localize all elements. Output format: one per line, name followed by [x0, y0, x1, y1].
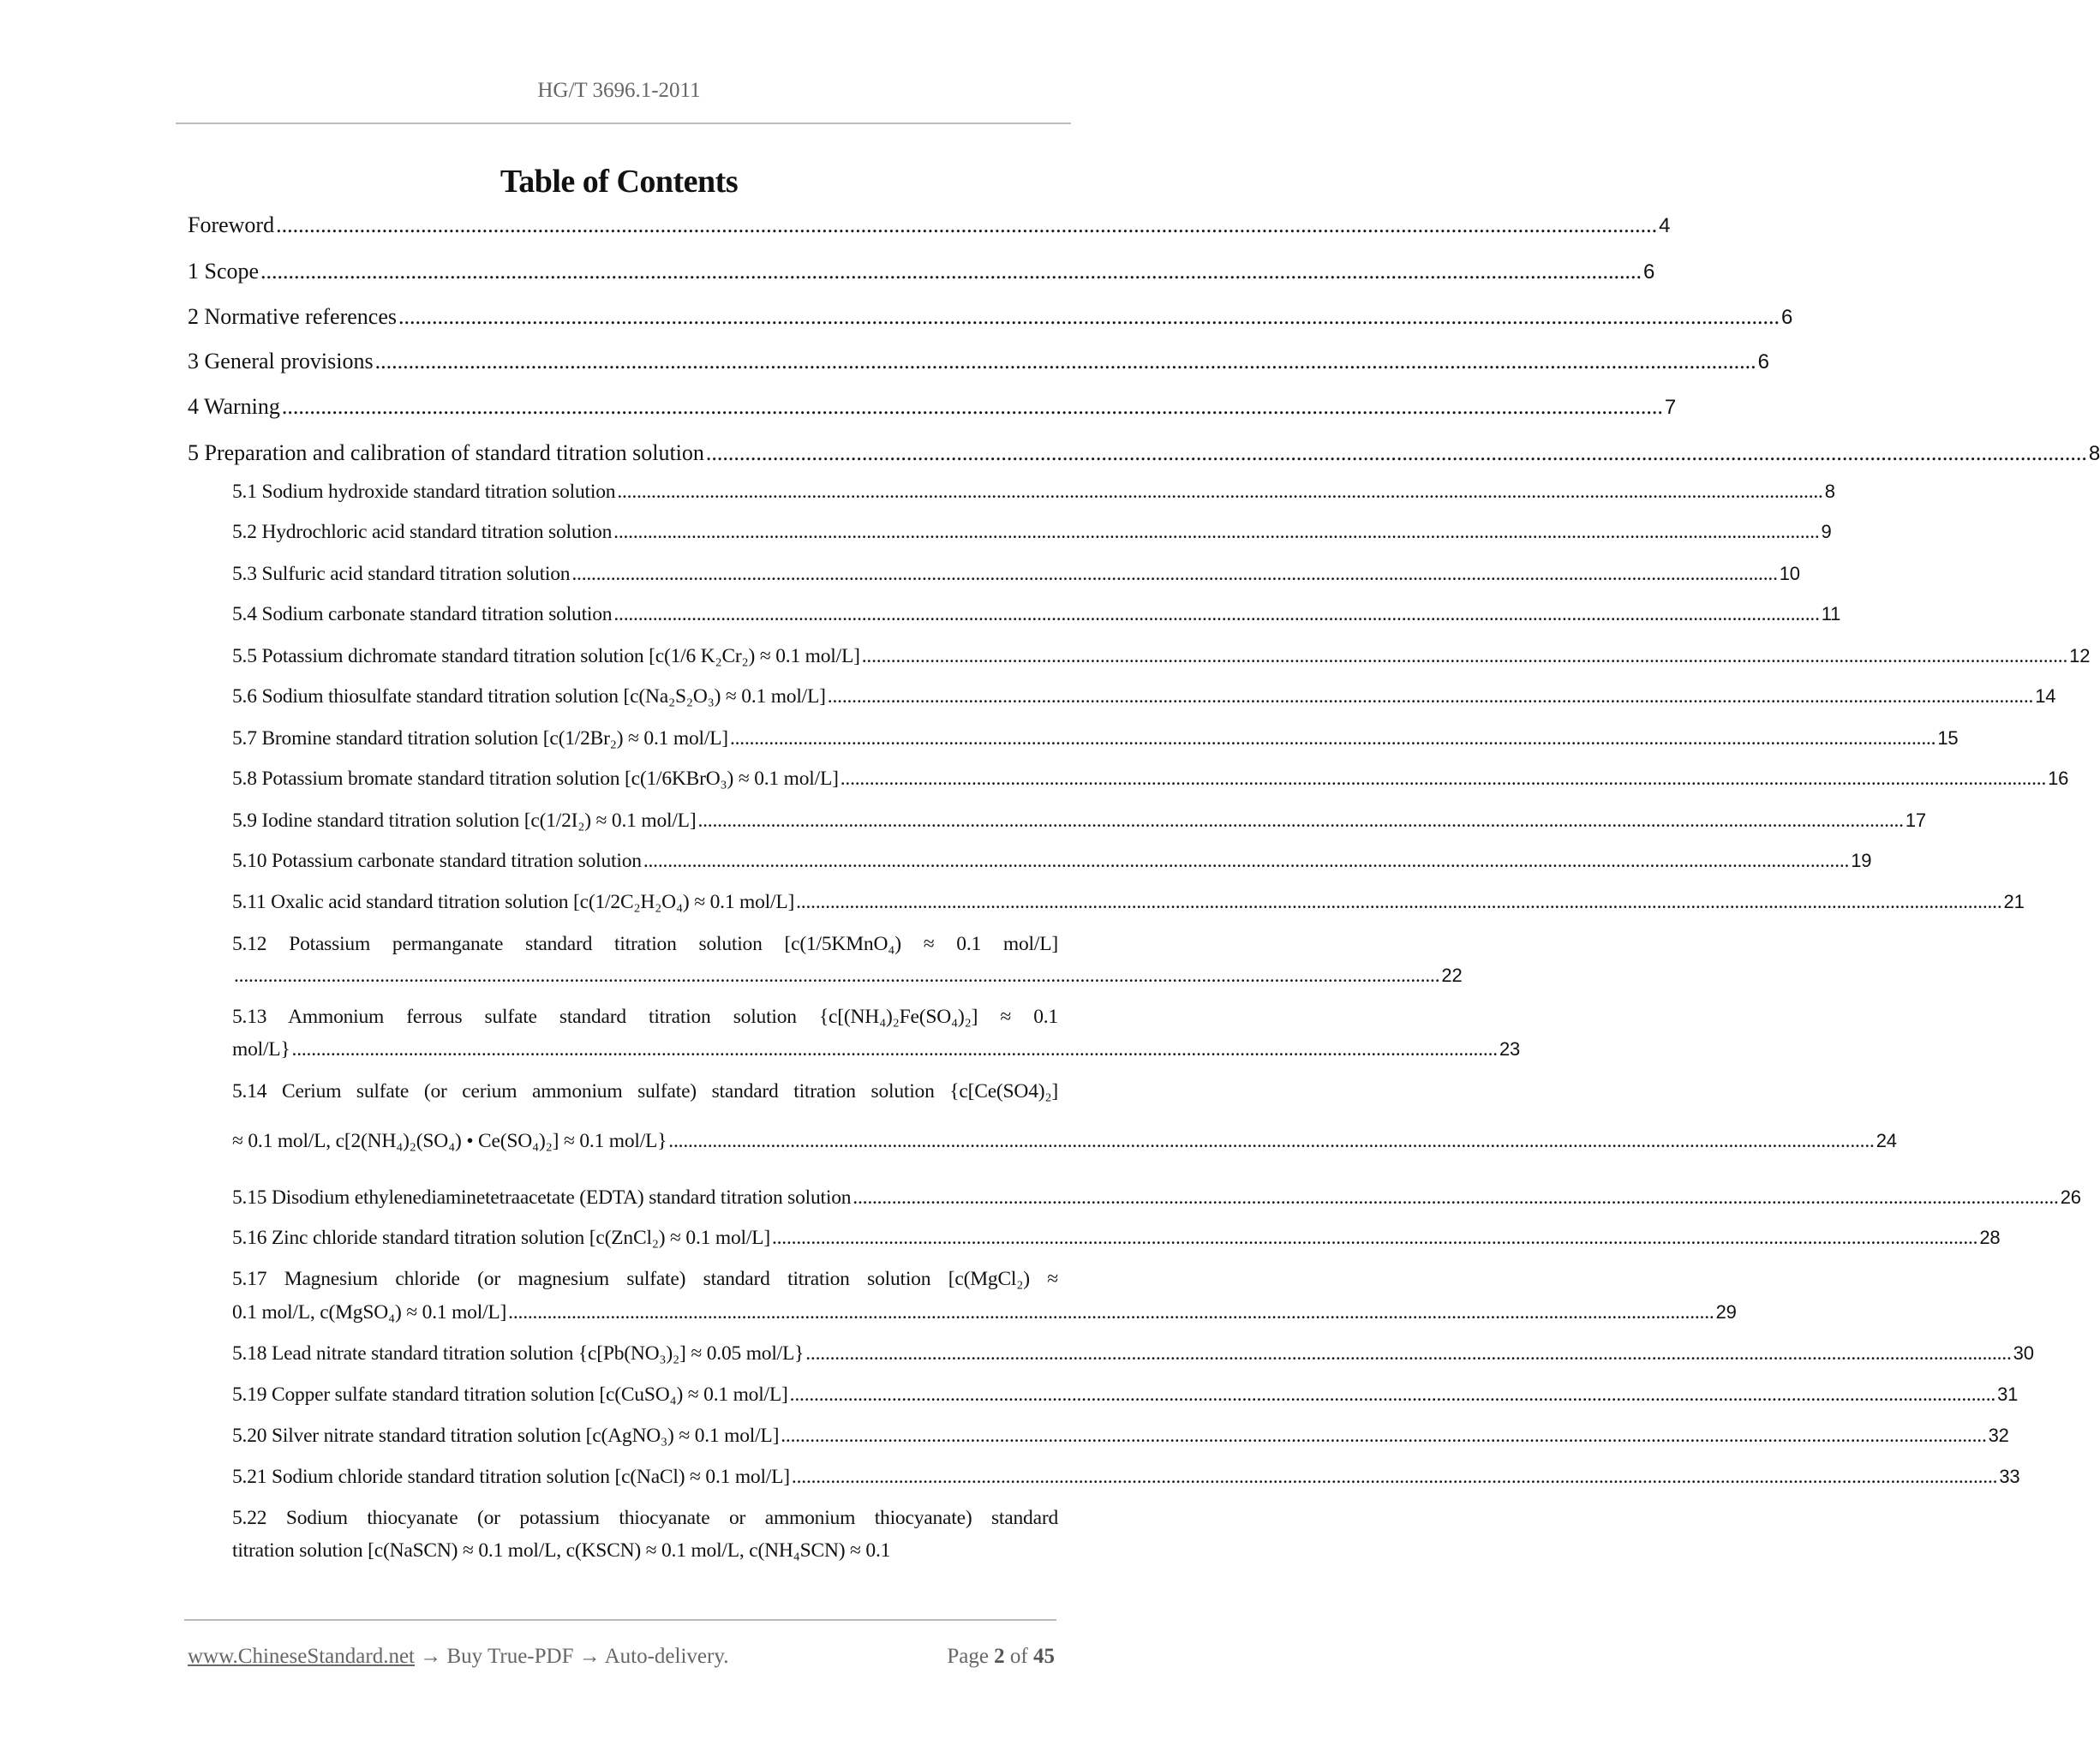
toc-entry-title: 5.13 Ammonium ferrous sulfate standard titration solution {c[(NH₄)₂Fe(SO₄)₂] ≈ 0.1 [232, 1006, 1058, 1028]
toc-entry-title: 3 General provisions [188, 349, 374, 374]
dot-leader [617, 481, 1822, 504]
dot-leader [276, 212, 1657, 238]
toc-page-number: 16 [2048, 768, 2069, 789]
dot-leader [613, 521, 1819, 544]
dot-leader [668, 1130, 1874, 1153]
toc-entry-title: Foreword [188, 212, 275, 237]
dot-leader [643, 850, 1849, 873]
toc-page-number: 28 [1979, 1227, 2001, 1248]
page-indicator: Page 2 of 45 [947, 1645, 1055, 1668]
dot-leader [772, 1227, 1977, 1250]
dot-leader [508, 1301, 1714, 1324]
toc-entry[interactable] [232, 1080, 1058, 1108]
toc-entry[interactable] [232, 1507, 1058, 1534]
toc-page-number: 9 [1821, 521, 1832, 542]
toc-page-number: 21 [2003, 891, 2025, 912]
toc-entry-title: 5.7 Bromine standard titration solution [c(1/2Br₂) ≈ 0.1 mol/L] [232, 727, 728, 750]
arrow-icon: → [578, 1645, 601, 1668]
delivery-text: Auto-delivery. [604, 1645, 729, 1668]
toc-entry[interactable] [232, 1186, 2081, 1214]
toc-entry-title: 5.8 Potassium bromate standard titration solution [c(1/6KBrO₃) ≈ 0.1 mol/L] [232, 768, 839, 790]
toc-page-number: 6 [1757, 350, 1769, 374]
dot-leader [706, 440, 2087, 466]
toc-entry[interactable] [188, 212, 1671, 242]
toc-page-number: 33 [1999, 1466, 2020, 1487]
toc-page-number: 11 [1821, 603, 1841, 625]
toc-entry-title: 5.21 Sodium chloride standard titration solution [c(NaCl) ≈ 0.1 mol/L] [232, 1466, 790, 1488]
toc-entry-title: 5.2 Hydrochloric acid standard titration solution [232, 521, 613, 543]
dot-leader [234, 965, 1439, 988]
toc-page-number: 24 [1876, 1130, 1897, 1151]
dot-leader [730, 727, 1935, 750]
toc-entry-title: 5.10 Potassium carbonate standard titration solution [232, 850, 642, 872]
toc-entry[interactable] [232, 603, 1841, 630]
dot-leader [292, 1038, 1498, 1061]
toc-entry[interactable] [232, 1301, 1737, 1329]
toc-page-number: 6 [1643, 260, 1655, 284]
toc-entry-title: 5.3 Sulfuric acid standard titration solution [232, 563, 571, 585]
toc-entry-title: 5.14 Cerium sulfate (or cerium ammonium sulfate) standard titration solution {c[Ce(SO4)₂] [232, 1080, 1058, 1103]
dot-leader [828, 685, 2033, 708]
toc-page-number: 10 [1779, 563, 1800, 584]
toc-entry-title: ≈ 0.1 mol/L, c[2(NH₄)₂(SO₄) • Ce(SO₄)₂] ≈ 0.1 mol/L} [232, 1130, 667, 1152]
toc-entry[interactable] [232, 1342, 2034, 1370]
dot-leader [790, 1383, 1995, 1407]
toc-entry[interactable] [232, 768, 2069, 795]
toc-page-number: 17 [1905, 810, 1926, 831]
toc-entry-title: 5.19 Copper sulfate standard titration solution [c(CuSO₄) ≈ 0.1 mol/L] [232, 1383, 788, 1406]
toc-entry-title: 2 Normative references [188, 304, 397, 329]
toc-entry[interactable] [232, 850, 1872, 877]
dot-leader [260, 259, 1642, 284]
toc-entry[interactable] [232, 563, 1800, 590]
toc-entry-title: 0.1 mol/L, c(MgSO₄) ≈ 0.1 mol/L] [232, 1301, 507, 1324]
toc-entry-title: 4 Warning [188, 394, 280, 419]
dot-leader [282, 394, 1663, 420]
total-pages: 45 [1033, 1645, 1055, 1668]
toc-page-number: 22 [1441, 965, 1463, 986]
toc-entry[interactable] [188, 259, 1655, 288]
dot-leader [841, 768, 2046, 791]
toc-page-number: 12 [2069, 645, 2091, 666]
dot-leader [697, 810, 1903, 833]
toc-entry[interactable] [232, 1539, 1058, 1567]
toc-entry[interactable] [188, 440, 2100, 469]
toc-entry[interactable] [232, 481, 1835, 508]
website-link[interactable]: www.ChineseStandard.net [188, 1645, 415, 1668]
toc-entry[interactable] [232, 1268, 1058, 1295]
toc-entry[interactable] [232, 965, 1463, 992]
toc-page-number: 32 [1988, 1425, 2009, 1446]
toc-entry[interactable] [232, 933, 1058, 960]
toc-entry-title: 5.16 Zinc chloride standard titration solution [c(ZnCl₂) ≈ 0.1 mol/L] [232, 1227, 770, 1249]
toc-entry-title: 5.4 Sodium carbonate standard titration solution [232, 603, 613, 625]
dot-leader [398, 304, 1780, 330]
dot-leader [613, 603, 1819, 626]
toc-entry[interactable] [188, 394, 1677, 423]
toc-entry[interactable] [232, 727, 1959, 755]
toc-entry-title: 5.5 Potassium dichromate standard titration solution [c(1/6 K₂Cr₂) ≈ 0.1 mol/L] [232, 645, 860, 667]
toc-entry-title: 5.22 Sodium thiocyanate (or potassium thiocyanate or ammonium thiocyanate) standard [232, 1507, 1058, 1529]
page-title: Table of Contents [500, 164, 739, 200]
dot-leader [792, 1466, 1997, 1489]
toc-entry-title: 5.20 Silver nitrate standard titration solution [c(AgNO₃) ≈ 0.1 mol/L] [232, 1425, 780, 1447]
dot-leader [853, 1186, 2058, 1210]
toc-entry[interactable] [188, 304, 1793, 333]
current-page: 2 [994, 1645, 1005, 1668]
dot-leader [571, 563, 1777, 586]
dot-leader [805, 1342, 2011, 1366]
toc-page-number: 19 [1851, 850, 1872, 871]
header-divider [176, 123, 1071, 124]
buy-text: Buy True-PDF [446, 1645, 574, 1668]
document-code-header: HG/T 3696.1-2011 [537, 79, 701, 102]
toc-page-number: 6 [1780, 306, 1793, 329]
toc-page-number: 14 [2035, 685, 2056, 707]
footer-divider [184, 1619, 1056, 1621]
toc-page-number: 29 [1715, 1301, 1737, 1323]
dot-leader [862, 645, 2067, 668]
toc-entry-title: 5.11 Oxalic acid standard titration solution [c(1/2C₂H₂O₄) ≈ 0.1 mol/L] [232, 891, 795, 913]
toc-entry-title: 5.6 Sodium thiosulfate standard titration solution [c(Na₂S₂O₃) ≈ 0.1 mol/L] [232, 685, 826, 708]
toc-page-number: 30 [2013, 1342, 2034, 1364]
toc-page-number: 4 [1659, 214, 1671, 237]
toc-entry-title: 5 Preparation and calibration of standard titration solution [188, 440, 704, 465]
toc-entry[interactable] [232, 1038, 1521, 1066]
toc-entry-title: 5.17 Magnesium chloride (or magnesium sulfate) standard titration solution [c(MgCl₂) ≈ [232, 1268, 1058, 1290]
toc-entry[interactable] [188, 349, 1769, 378]
toc-page-number: 7 [1664, 396, 1677, 419]
toc-entry[interactable] [232, 645, 2091, 672]
toc-page-number: 8 [1824, 481, 1835, 502]
toc-entry[interactable] [232, 1130, 1897, 1157]
toc-entry-title: 5.9 Iodine standard titration solution [c(1/2I₂) ≈ 0.1 mol/L] [232, 810, 697, 832]
toc-page-number: 15 [1937, 727, 1959, 749]
toc-entry-title: mol/L} [232, 1038, 290, 1061]
dot-leader [796, 891, 2001, 914]
toc-entry[interactable] [232, 1425, 2009, 1452]
toc-entry[interactable] [232, 1383, 2019, 1411]
toc-page-number: 8 [2088, 442, 2100, 465]
toc-entry[interactable] [232, 1466, 2020, 1493]
toc-entry-title: 5.18 Lead nitrate standard titration solution {c[Pb(NO₃)₂] ≈ 0.05 mol/L} [232, 1342, 805, 1365]
toc-entry-title: 1 Scope [188, 259, 260, 284]
toc-entry[interactable] [232, 1227, 2001, 1254]
toc-entry-title: 5.15 Disodium ethylenediaminetetraacetate (EDTA) standard titration solution [232, 1186, 852, 1209]
toc-page-number: 31 [1997, 1383, 2019, 1405]
toc-entry[interactable] [232, 521, 1832, 548]
toc-page-number: 26 [2060, 1186, 2081, 1208]
dot-leader [375, 349, 1756, 374]
toc-entry[interactable] [232, 1006, 1058, 1033]
toc-entry-title: titration solution [c(NaSCN) ≈ 0.1 mol/L, c(KSCN) ≈ 0.1 mol/L, c(NH₄SCN) ≈ 0.1 [232, 1539, 891, 1562]
toc-entry[interactable] [232, 810, 1926, 837]
toc-page-number: 23 [1499, 1038, 1521, 1060]
toc-entry-title: 5.1 Sodium hydroxide standard titration solution [232, 481, 616, 503]
footer [188, 1645, 1055, 1669]
toc-entry[interactable] [232, 891, 2025, 918]
dot-leader [781, 1425, 1986, 1448]
toc-entry[interactable] [232, 685, 2056, 713]
toc-entry-title: 5.12 Potassium permanganate standard titration solution [c(1/5KMnO₄) ≈ 0.1 mol/L] [232, 933, 1058, 955]
arrow-icon: → [420, 1645, 442, 1668]
